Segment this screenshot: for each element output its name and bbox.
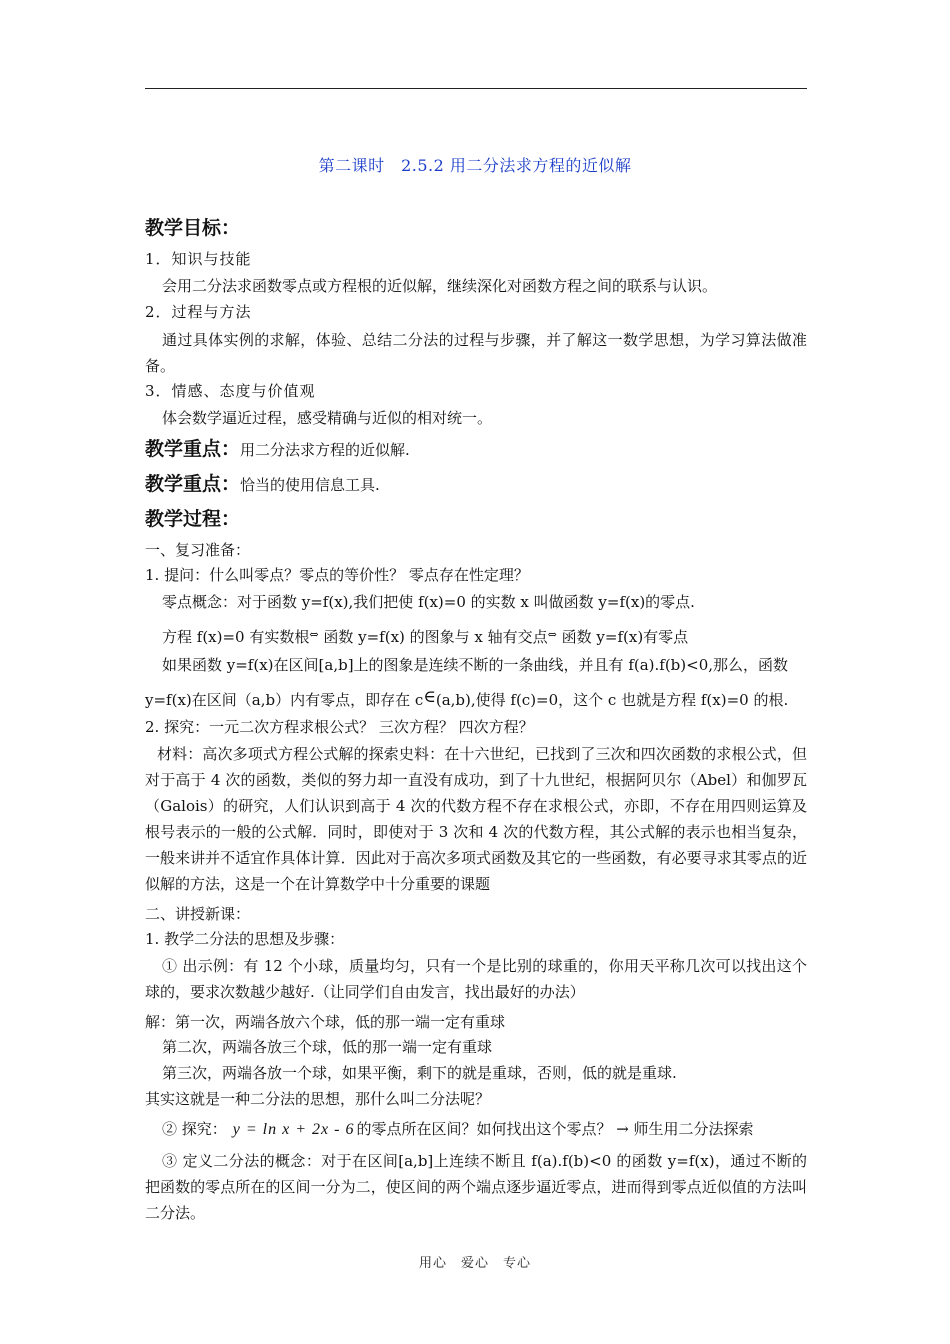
header-rule (145, 88, 807, 89)
history-material: 材料：高次多项式方程公式解的探索史料：在十六世纪，已找到了三次和四次函数的求根公式，但对于高于 4 次的函数，类似的努力却一直没有成功，到了十九世纪，根据阿贝尔（Abel）和伽罗瓦（Galois）的研究，人们认识到高于 4 次的代数方程不存在求根公式，亦即，不存在用四则运算及根号表示的一般的公式解．同时，即使对于 3 次和 4 次的代数方程，其公式解的表示也相当复杂，一般来讲并不适宜作具体计算．因此对于高次多项式函数及其它的一些函数，有必要寻求其零点的近似解的方法，这是一个在计算数学中十分重要的课题 (145, 745, 807, 893)
key-point-2-text: 恰当的使用信息工具. (240, 476, 380, 494)
goal-3-title: 3．情感、态度与价值观 (145, 382, 316, 400)
goals-heading: 教学目标： (145, 217, 241, 239)
iff-symbol-1: ⇔ (309, 628, 319, 641)
solution-step-1: 解：第一次，两端各放六个球，低的那一端一定有重球 (145, 1013, 506, 1031)
equivalence-part-2: 函数 y=f(x) 的图象与 x 轴有交点 (318, 628, 548, 646)
solution-step-3: 第三次，两端各放一个球，如果平衡，剩下的就是重球，否则，低的就是重球. (162, 1064, 677, 1082)
section-2-title: 二、讲授新课： (145, 905, 251, 923)
goal-1-title: 1．知识与技能 (145, 250, 252, 268)
key-point-1-text: 用二分法求方程的近似解. (240, 441, 410, 459)
page-title: 第二课时 2.5.2 用二分法求方程的近似解 (318, 156, 632, 175)
goal-1-text: 会用二分法求函数零点或方程根的近似解，继续深化对函数方程之间的联系与认识。 (162, 277, 718, 295)
element-of-symbol: ∈ (423, 687, 436, 707)
process-heading: 教学过程： (145, 508, 241, 530)
equivalence-part-1: 方程 f(x)=0 有实数根 (162, 628, 310, 646)
example-2-label: ② 探究： (162, 1120, 227, 1138)
key-point-1-heading: 教学重点： (145, 438, 241, 460)
equivalence-part-3: 函数 y=f(x)有零点 (556, 628, 689, 646)
goal-3-text: 体会数学逼近过程，感受精确与近似的相对统一。 (162, 409, 493, 427)
iff-symbol-2: ⇔ (547, 628, 557, 641)
theorem-line-2-end: (a,b),使得 f(c)=0，这个 c 也就是方程 f(x)=0 的根. (435, 691, 789, 709)
question-2: 2. 探究：一元二次方程求根公式？ 三次方程？ 四次方程？ (145, 718, 534, 736)
example-2-formula: y = ln x + 2x - 6 (232, 1121, 355, 1138)
key-point-2-heading: 教学重点： (145, 473, 241, 495)
goal-2-text: 通过具体实例的求解，体验、总结二分法的过程与步骤，并了解这一数学思想，为学习算法做准备。 (145, 331, 807, 375)
bisection-question: 其实这就是一种二分法的思想，那什么叫二分法呢？ (145, 1090, 491, 1108)
solution-step-2: 第二次，两端各放三个球，低的那一端一定有重球 (162, 1038, 493, 1056)
example-1: ① 出示例：有 12 个小球，质量均匀，只有一个是比别的球重的，你用天平称几次可以找出这个球的，要求次数越少越好.（让同学们自由发言，找出最好的办法） (145, 957, 807, 1001)
theorem-line-2 (145, 687, 807, 710)
example-2-text: 的零点所在区间？如何找出这个零点？ → 师生用二分法探索 (356, 1120, 754, 1138)
theorem-line-2-start: y=f(x)在区间（a,b）内有零点，即存在 c (145, 691, 424, 709)
bisection-definition: ③ 定义二分法的概念：对于在区间[a,b]上连续不断且 f(a).f(b)<0 的函数 y=f(x)，通过不断的把函数的零点所在的区间一分为二，使区间的两个端点逐步逼近零点，进而得到零点近似值的方法叫二分法。 (145, 1152, 807, 1222)
equivalence-line (162, 625, 807, 647)
theorem-line-1: 如果函数 y=f(x)在区间[a,b]上的图象是连续不断的一条曲线，并且有 f(a).f(b)<0,那么，函数 (162, 656, 789, 674)
key-point-2 (145, 472, 807, 496)
zero-definition: 零点概念：对于函数 y=f(x),我们把使 f(x)=0 的实数 x 叫做函数 y=f(x)的零点. (162, 593, 695, 611)
example-2 (162, 1119, 807, 1140)
page-footer: 用心 爱心 专心 (418, 1256, 531, 1271)
question-1: 1. 提问：什么叫零点？零点的等价性？ 零点存在性定理？ (145, 566, 529, 584)
goal-2-title: 2．过程与方法 (145, 303, 252, 321)
section-1-title: 一、复习准备： (145, 541, 251, 559)
method-1-title: 1. 教学二分法的思想及步骤： (145, 930, 345, 948)
key-point-1 (145, 437, 807, 461)
